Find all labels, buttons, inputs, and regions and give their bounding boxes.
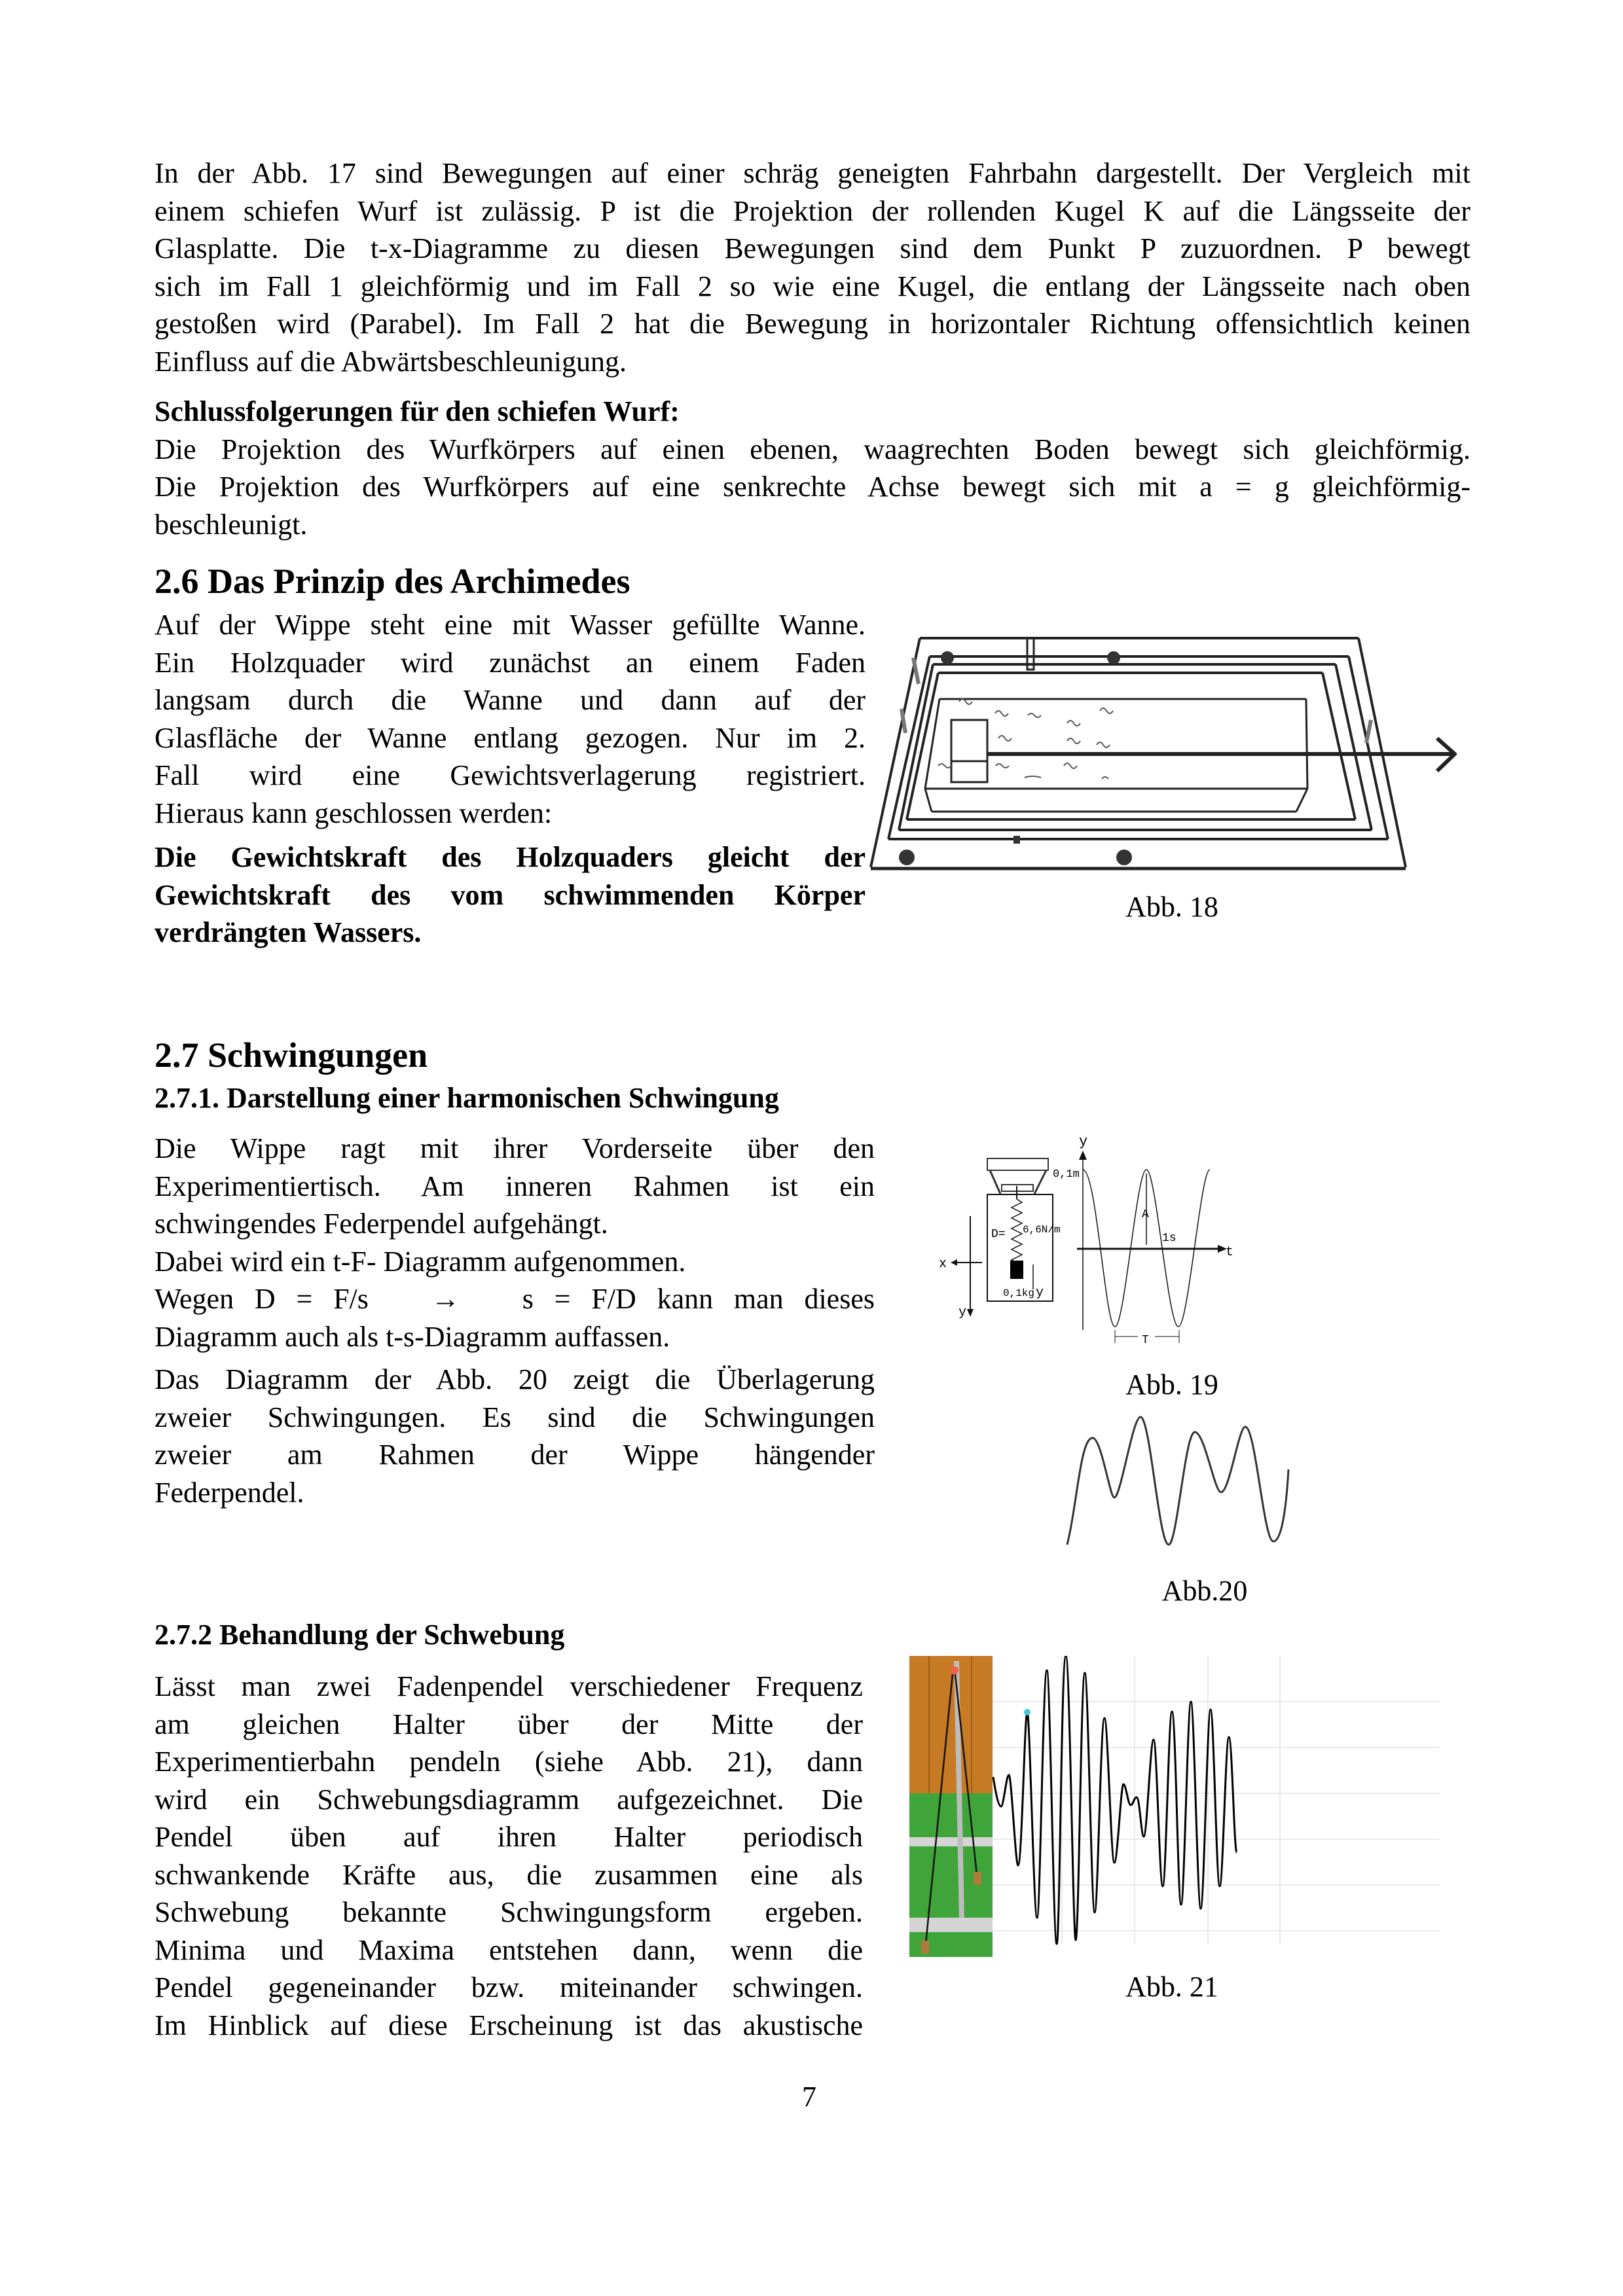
y-axis-left-label: y (958, 1305, 967, 1320)
intro-line: Glasplatte. Die t-x-Diagramme zu diesen Bewegungen sind dem Punkt P zuzuordnen. P bewegt (155, 232, 1470, 264)
conclusions-block (155, 393, 1470, 543)
tub-on-seesaw-illustration (867, 628, 1457, 890)
mass-y-label: y (1036, 1285, 1044, 1300)
beat-line: schwankende Kräfte aus, die zusammen eine als (155, 1858, 863, 1891)
archimedes-line: Hieraus kann geschlossen werden: (155, 797, 553, 829)
conclusions-line: Die Projektion des Wurfkörpers auf eine senkrechte Achse bewegt sich mit a = g gleichförmig- (155, 471, 1470, 503)
conclusions-line: Die Projektion des Wurfkörpers auf einen ebenen, waagrechten Boden bewegt sich gleichförmig. (155, 433, 1470, 465)
oscillation-line: Experimentiertisch. Am inneren Rahmen ist ein (155, 1170, 875, 1202)
archimedes-conclusion-line: Gewichtskraft des vom schwimmenden Körper (155, 878, 866, 911)
beat-line: wird ein Schwebungsdiagramm aufgezeichnet. Die (155, 1783, 863, 1816)
figure-19 (930, 1113, 1453, 1348)
beat-line: Lässt man zwei Fadenpendel verschiedener Frequenz (155, 1670, 863, 1702)
intro-line: gestoßen wird (Parabel). Im Fall 2 hat die Bewegung in horizontaler Richtung offensichtlich keinen (155, 308, 1470, 340)
superposition-line: zweier am Rahmen der Wippe hängender (155, 1439, 875, 1471)
section-2-7-2-title: 2.7.2 Behandlung der Schwebung (155, 1619, 565, 1651)
section-2-7-1-title: 2.7.1. Darstellung einer harmonischen Schwingung (155, 1082, 779, 1114)
page-number: 7 (802, 2081, 816, 2113)
section-2-7-title: 2.7 Schwingungen (155, 1035, 428, 1075)
spring-pendulum-diagram (930, 1113, 1453, 1348)
beat-line: Pendel üben auf ihren Halter periodisch (155, 1821, 863, 1853)
t-axis-label: t (1226, 1245, 1234, 1260)
mass-label: 0,1kg (1003, 1287, 1035, 1299)
beat-line: am gleichen Halter über der Mitte der (155, 1708, 863, 1740)
archimedes-line: Fall wird eine Gewichtsverlagerung registriert. (155, 759, 866, 791)
intro-paragraph (155, 154, 1470, 380)
conclusions-line: beschleunigt. (155, 508, 308, 541)
marker-point (1024, 1709, 1030, 1715)
figure-21 (909, 1656, 1440, 1957)
intro-line: Einfluss auf die Abwärtsbeschleunigung. (155, 345, 627, 378)
figure-20 (1061, 1414, 1296, 1558)
intro-line: In der Abb. 17 sind Bewegungen auf einer schräg geneigten Fahrbahn dargestellt. Der Vergleich mit (155, 157, 1470, 189)
x-axis-label: x (939, 1257, 947, 1272)
oscillation-line: Diagramm auch als t-s-Diagramm auffassen. (155, 1320, 670, 1353)
intro-line: einem schiefen Wurf ist zulässig. P ist die Projektion der rollenden Kugel K auf die Längsseite der (155, 194, 1470, 227)
superposition-line: zweier Schwingungen. Es sind die Schwingungen (155, 1401, 875, 1433)
superposition-curve (1061, 1414, 1296, 1558)
superposition-line: Das Diagramm der Abb. 20 zeigt die Überlagerung (155, 1363, 875, 1395)
oscillation-line: Die Wippe ragt mit ihrer Vorderseite über den (155, 1132, 875, 1164)
oscillation-line: schwingendes Federpendel aufgehängt. (155, 1208, 608, 1240)
pendulum-photo-and-beat-diagram (909, 1656, 1440, 1957)
figure-18-caption: Abb. 18 (1125, 891, 1218, 923)
section-2-7-1-text (155, 1130, 875, 1511)
figure-20-caption: Abb.20 (1161, 1575, 1248, 1607)
intro-line: sich im Fall 1 gleichförmig und im Fall 2 so wie eine Kugel, die entlang der Längsseite nach oben (155, 270, 1470, 302)
y-axis-label: y (1079, 1134, 1088, 1150)
figure-21-caption: Abb. 21 (1125, 1971, 1218, 2003)
spring-constant-label: 6,6N/m (1023, 1224, 1061, 1236)
time-mark-label: 1s (1162, 1232, 1176, 1245)
section-2-6-text (155, 606, 866, 952)
figure-19-caption: Abb. 19 (1125, 1369, 1218, 1401)
section-2-6-title: 2.6 Das Prinzip des Archimedes (155, 562, 630, 601)
amplitude-label: A (1142, 1208, 1149, 1221)
conclusions-heading: Schlussfolgerungen für den schiefen Wurf: (155, 395, 680, 427)
beat-line: Schwebung bekannte Schwingungsform ergeben. (155, 1896, 863, 1928)
section-2-7-2-text (155, 1668, 863, 2044)
superposition-line: Federpendel. (155, 1476, 304, 1509)
amplitude-value-label: 0,1m (1053, 1168, 1080, 1181)
beat-line: Pendel gegeneinander bzw. miteinander schwingen. (155, 1971, 863, 2003)
beat-line: Minima und Maxima entstehen dann, wenn die (155, 1933, 863, 1966)
archimedes-line: Auf der Wippe steht eine mit Wasser gefüllte Wanne. (155, 609, 866, 641)
figure-18 (867, 628, 1457, 890)
beat-line: Experimentierbahn pendeln (siehe Abb. 21), dann (155, 1746, 863, 1778)
archimedes-line: langsam durch die Wanne und dann auf der (155, 684, 866, 716)
archimedes-line: Ein Holzquader wird zunächst an einem Faden (155, 646, 866, 679)
archimedes-line: Glasfläche der Wanne entlang gezogen. Nur im 2. (155, 721, 866, 754)
spring-label-d: D= (991, 1228, 1006, 1241)
archimedes-conclusion-line: Die Gewichtskraft des Holzquaders gleicht der (155, 841, 866, 873)
oscillation-line: Dabei wird ein t-F- Diagramm aufgenommen. (155, 1245, 686, 1278)
period-label: T (1142, 1334, 1149, 1347)
oscillation-line: Wegen D = F/s → s = F/D kann man dieses (155, 1283, 875, 1315)
wood-wall (909, 1656, 993, 1793)
beat-line: Im Hinblick auf diese Erscheinung ist das akustische (155, 2009, 863, 2041)
archimedes-conclusion-line: verdrängten Wassers. (155, 916, 422, 948)
